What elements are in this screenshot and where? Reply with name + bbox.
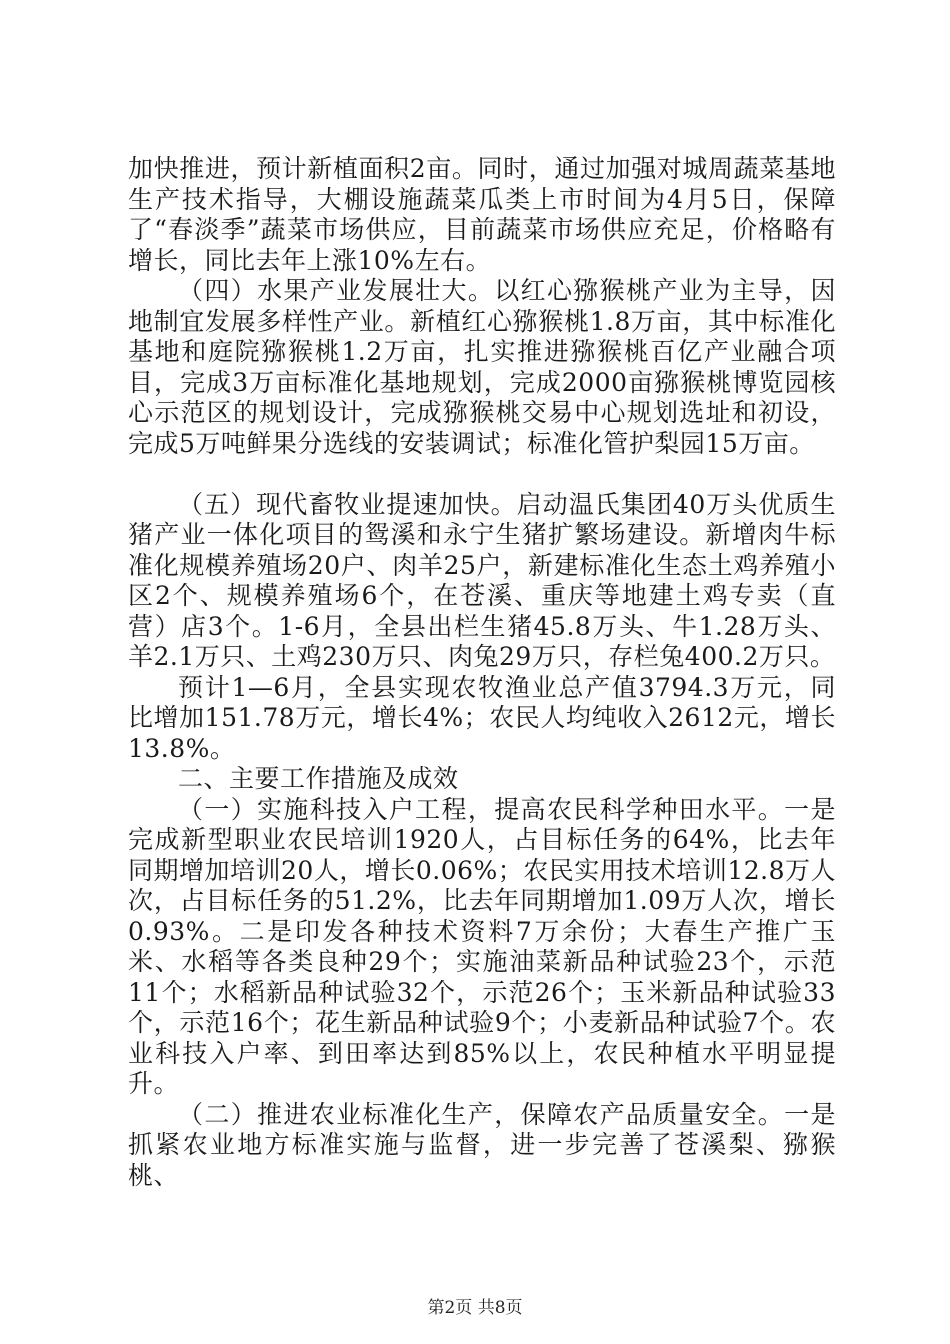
- paragraph-standardization: （二）推进农业标准化生产，保障农产品质量安全。一是抓紧农业地方标准实施与监督，进一步完善了苍溪梨、猕猴桃、: [128, 1099, 836, 1190]
- document-body: [128, 154, 836, 1191]
- paragraph-livestock: （五）现代畜牧业提速加快。启动温氏集团40万头优质生猪产业一体化项目的鸳溪和永宁生猪扩繁场建设。新增肉牛标准化规模养殖场20户、肉羊25户，新建标准化生态土鸡养殖小区2个、规模养殖场6个，在苍溪、重庆等地建土鸡专卖（直营）店3个。1-6月，全县出栏生猪45.8万头、牛1.28万头、羊2.1万只、土鸡230万只、肉兔29万只，存栏兔400.2万只。: [128, 489, 836, 671]
- section-heading-measures: 二、主要工作措施及成效: [178, 764, 459, 793]
- paragraph-vegetable-continued: 加快推进，预计新植面积2亩。同时，通过加强对城周蔬菜基地生产技术指导，大棚设施蔬菜瓜类上市时间为4月5日，保障了“春淡季”蔬菜市场供应，目前蔬菜市场供应充足，价格略有增长，同比去年上涨10%左右。: [128, 154, 836, 275]
- page-footer: 第2页 共8页: [427, 1298, 523, 1318]
- paragraph-tech-households: （一）实施科技入户工程，提高农民科学种田水平。一是完成新型职业农民培训1920人，占目标任务的64%，比去年同期增加培训20人，增长0.06%；农民实用技术培训12.8万人次，占目标任务的51.2%，比去年同期增加1.09万人次，增长0.93%。二是印发各种技术资料7万余份；大春生产推广玉米、水稻等各类良种29个；实施油菜新品种试验23个，示范11个；水稻新品种试验32个，示范26个；玉米新品种试验33个，示范16个；花生新品种试验9个；小麦新品种试验7个。农业科技入户率、到田率达到85%以上，农民种植水平明显提升。: [128, 794, 836, 1098]
- paragraph-fruit-industry: （四）水果产业发展壮大。以红心猕猴桃产业为主导，因地制宜发展多样性产业。新植红心猕猴桃1.8万亩，其中标准化基地和庭院猕猴桃1.2万亩，扎实推进猕猴桃百亿产业融合项目，完成3万亩标准化基地规划，完成2000亩猕猴桃博览园核心示范区的规划设计，完成猕猴桃交易中心规划选址和初设，完成5万吨鲜果分选线的安装调试；标准化管护梨园15万亩。: [128, 276, 836, 458]
- paragraph-output-forecast: 预计1—6月，全县实现农牧渔业总产值3794.3万元，同比增加151.78万元，增长4%；农民人均纯收入2612元，增长13.8%。: [128, 672, 836, 763]
